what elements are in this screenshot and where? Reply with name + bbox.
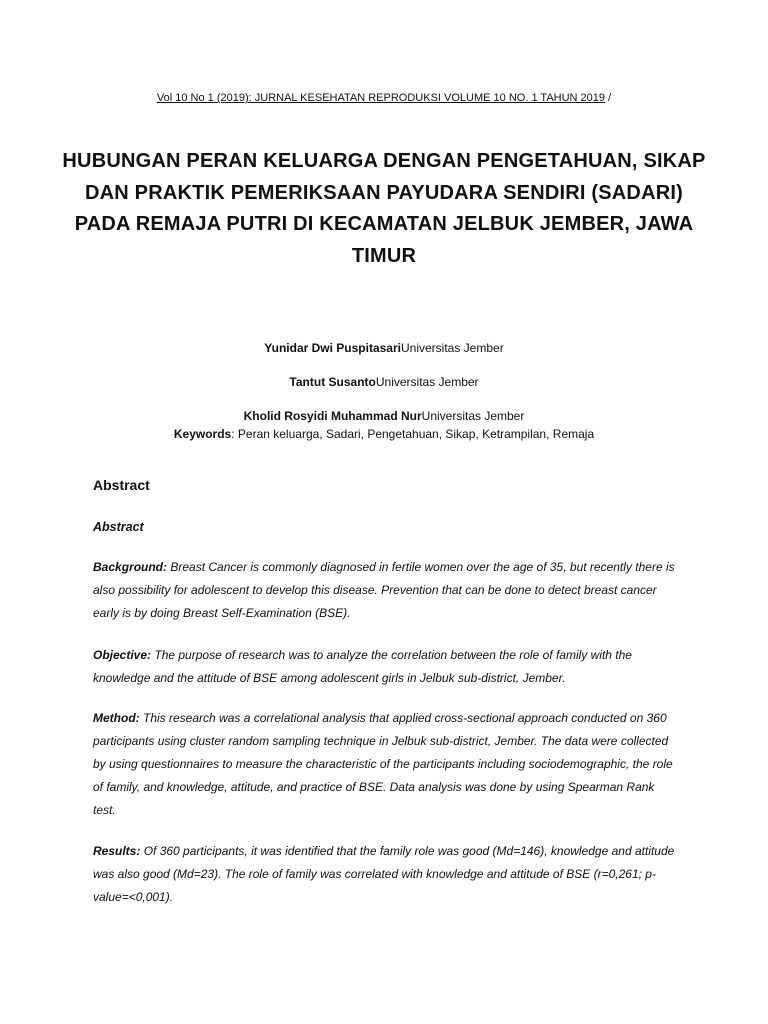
issue-link[interactable]: Vol 10 No 1 (2019): JURNAL KESEHATAN REPRODUKSI VOLUME 10 NO. 1 TAHUN 2019 xyxy=(156,92,606,104)
abstract-heading: Abstract xyxy=(93,477,150,493)
abstract-subheading: Abstract xyxy=(93,520,144,534)
method-label: Method: xyxy=(93,711,140,725)
author-name: Yunidar Dwi Puspitasari xyxy=(264,341,401,355)
author-1 xyxy=(0,340,768,356)
author-affiliation: Universitas Jember xyxy=(421,409,525,423)
results-label: Results: xyxy=(93,844,141,858)
abstract-method xyxy=(93,707,678,822)
author-name: Tantut Susanto xyxy=(289,375,376,389)
article-title: HUBUNGAN PERAN KELUARGA DENGAN PENGETAHUAN, SIKAP DAN PRAKTIK PEMERIKSAAN PAYUDARA SENDIRI (SADARI) PADA REMAJA PUTRI DI KECAMATAN JELBUK JEMBER, JAWA TIMUR xyxy=(62,150,706,267)
keywords-value: Peran keluarga, Sadari, Pengetahuan, Sikap, Ketrampilan, Remaja xyxy=(237,427,595,441)
keywords xyxy=(0,426,768,442)
keywords-label: Keywords xyxy=(173,427,232,441)
objective-text: The purpose of research was to analyze the correlation between the role of family with the knowledge and the attitude of BSE among adolescent girls in Jelbuk sub-district, Jember. xyxy=(93,648,632,685)
author-name: Kholid Rosyidi Muhammad Nur xyxy=(243,409,422,423)
abstract-objective xyxy=(93,644,678,690)
author-2 xyxy=(0,374,768,390)
keywords-colon: : xyxy=(231,427,235,441)
author-affiliation: Universitas Jember xyxy=(375,375,479,389)
objective-label: Objective: xyxy=(93,648,152,662)
abstract-background xyxy=(93,556,678,625)
author-affiliation: Universitas Jember xyxy=(401,341,504,355)
results-text: Of 360 participants, it was identified that the family role was good (Md=146), knowledge and attitude was also good (Md=23). The role of family was correlated with knowledge and attitude of BSE (r=0,261; p-value=<0,001). xyxy=(93,844,675,904)
background-text: Breast Cancer is commonly diagnosed in fertile women over the age of 35, but recently there is also possibility for adolescent to develop this disease. Prevention that can be done to detect breast cancer early is by doing Breast Self-Examination (BSE). xyxy=(93,560,675,620)
author-3 xyxy=(0,408,768,424)
method-text: This research was a correlational analysis that applied cross-sectional approach conducted on 360 participants using cluster random sampling technique in Jelbuk sub-district, Jember. The data were collected by using questionnaires to measure the characteristic of the participants including sociodemographic, the role of family, and knowledge, attitude, and practice of BSE. Data analysis was done by using Spearman Rank test. xyxy=(93,711,673,817)
abstract-results xyxy=(93,840,678,909)
breadcrumb-separator: / xyxy=(608,92,612,104)
breadcrumb xyxy=(0,91,768,105)
background-label: Background: xyxy=(93,560,168,574)
